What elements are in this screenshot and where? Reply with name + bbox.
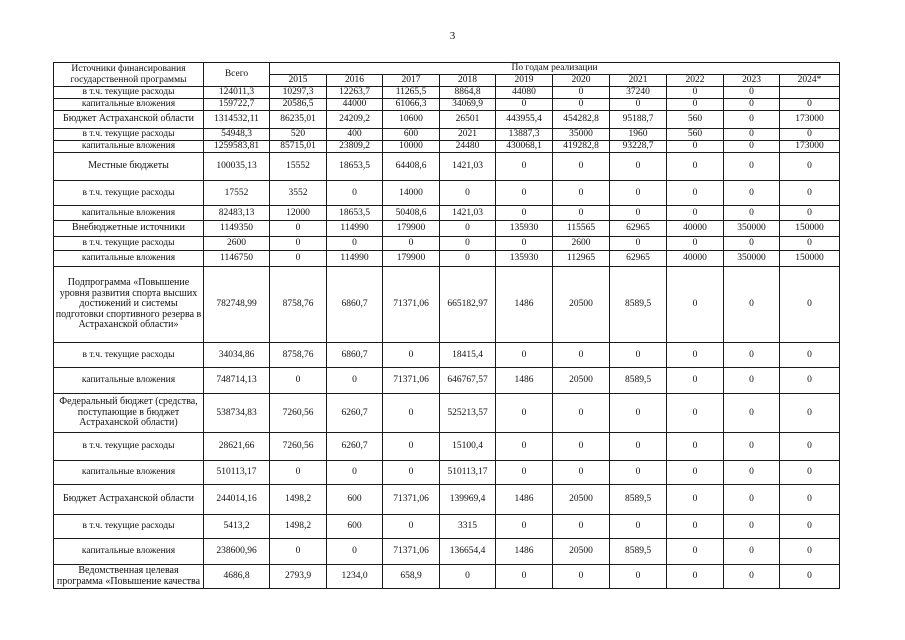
year-value-cell: 0 [780,153,840,181]
year-value-cell: 0 [496,433,553,461]
row-total: 238600,96 [204,539,270,565]
row-label: в т.ч. текущие расходы [54,129,204,141]
year-value-cell: 85715,01 [270,141,327,153]
year-value-cell: 71371,06 [383,485,440,515]
row-total: 54948,3 [204,129,270,141]
year-value-cell: 0 [553,181,610,206]
year-value-cell: 0 [383,237,440,251]
table-row [54,394,840,433]
year-value-cell: 40000 [667,251,724,267]
year-value-cell: 0 [780,181,840,206]
table-row [54,461,840,485]
year-value-cell: 0 [440,251,496,267]
year-value-cell: 0 [780,368,840,394]
year-value-cell: 1960 [610,129,667,141]
years-group-header: По годам реализации [270,63,840,75]
year-header: 2016 [327,75,383,87]
year-value-cell: 0 [724,153,780,181]
row-total: 1146750 [204,251,270,267]
year-value-cell: 24480 [440,141,496,153]
year-value-cell: 525213,57 [440,394,496,433]
year-value-cell: 1486 [496,368,553,394]
year-value-cell: 6260,7 [327,433,383,461]
year-value-cell: 0 [667,237,724,251]
year-value-cell: 0 [724,539,780,565]
year-value-cell: 0 [667,343,724,368]
year-value-cell: 0 [610,565,667,589]
year-value-cell: 0 [496,343,553,368]
year-value-cell: 0 [724,515,780,539]
year-value-cell: 35000 [553,129,610,141]
year-value-cell: 0 [610,394,667,433]
year-value-cell: 0 [383,343,440,368]
year-value-cell: 0 [610,433,667,461]
row-label: Внебюджетные источники [54,221,204,237]
year-value-cell: 0 [327,461,383,485]
year-value-cell: 0 [724,87,780,99]
year-value-cell: 0 [780,461,840,485]
table-row [54,237,840,251]
year-value-cell: 18653,5 [327,153,383,181]
year-value-cell: 0 [724,368,780,394]
row-total: 2600 [204,237,270,251]
table-row [54,87,840,99]
year-value-cell: 0 [553,515,610,539]
year-value-cell: 0 [780,394,840,433]
table-row [54,515,840,539]
year-value-cell: 0 [780,565,840,589]
year-value-cell: 0 [724,206,780,221]
year-value-cell: 0 [780,129,840,141]
year-value-cell: 600 [383,129,440,141]
year-value-cell: 1498,2 [270,515,327,539]
year-value-cell: 150000 [780,221,840,237]
year-value-cell: 0 [610,343,667,368]
year-value-cell: 44000 [327,99,383,111]
year-value-cell: 400 [327,129,383,141]
year-value-cell: 443955,4 [496,111,553,129]
table-row [54,539,840,565]
total-column-header: Всего [204,63,270,87]
year-value-cell: 6260,7 [327,394,383,433]
year-value-cell: 0 [270,461,327,485]
year-value-cell: 0 [780,206,840,221]
year-value-cell: 0 [780,99,840,111]
year-value-cell: 135930 [496,221,553,237]
year-value-cell: 8758,76 [270,343,327,368]
year-value-cell: 71371,06 [383,368,440,394]
table-row [54,141,840,153]
row-total: 124011,3 [204,87,270,99]
table-row [54,433,840,461]
year-value-cell: 600 [327,485,383,515]
year-value-cell: 0 [667,99,724,111]
year-value-cell: 7260,56 [270,433,327,461]
year-value-cell: 0 [780,515,840,539]
year-value-cell: 0 [496,461,553,485]
year-value-cell: 10000 [383,141,440,153]
year-value-cell: 8864,8 [440,87,496,99]
year-value-cell: 15552 [270,153,327,181]
year-value-cell: 0 [724,394,780,433]
year-value-cell: 0 [383,515,440,539]
year-value-cell: 20500 [553,539,610,565]
year-value-cell: 0 [553,565,610,589]
year-value-cell: 0 [780,433,840,461]
year-value-cell: 6860,7 [327,343,383,368]
table-row [54,153,840,181]
year-value-cell: 0 [780,539,840,565]
year-value-cell: 665182,97 [440,267,496,343]
table-row [54,99,840,111]
year-value-cell: 14000 [383,181,440,206]
year-value-cell: 136654,4 [440,539,496,565]
year-value-cell: 26501 [440,111,496,129]
row-label: в т.ч. текущие расходы [54,87,204,99]
year-value-cell: 1486 [496,267,553,343]
row-label: капитальные вложения [54,539,204,565]
row-label: капитальные вложения [54,206,204,221]
year-value-cell: 600 [327,515,383,539]
year-value-cell: 0 [553,153,610,181]
year-value-cell: 0 [610,181,667,206]
year-value-cell: 10297,3 [270,87,327,99]
financing-table [53,62,840,589]
year-header: 2015 [270,75,327,87]
row-label: Подпрограмма «Повышение уровня развития спорта высших достижений и системы подготовки спортивного резерва в Астраханской области» [54,267,204,343]
year-value-cell: 454282,8 [553,111,610,129]
year-value-cell: 0 [610,99,667,111]
year-value-cell: 0 [667,153,724,181]
year-value-cell: 2021 [440,129,496,141]
row-total: 34034,86 [204,343,270,368]
year-value-cell: 93228,7 [610,141,667,153]
year-value-cell: 2600 [553,237,610,251]
year-value-cell: 0 [383,433,440,461]
year-value-cell: 0 [667,181,724,206]
year-value-cell: 6860,7 [327,267,383,343]
year-value-cell: 0 [553,87,610,99]
year-value-cell: 0 [383,394,440,433]
year-value-cell: 50408,6 [383,206,440,221]
row-label: в т.ч. текущие расходы [54,343,204,368]
year-value-cell: 0 [780,237,840,251]
year-value-cell: 12000 [270,206,327,221]
year-value-cell: 11265,5 [383,87,440,99]
row-total: 28621,66 [204,433,270,461]
year-value-cell: 0 [724,461,780,485]
year-value-cell: 8589,5 [610,485,667,515]
row-label: в т.ч. текущие расходы [54,515,204,539]
table-row [54,221,840,237]
page-number: 3 [449,30,456,42]
year-value-cell: 430068,1 [496,141,553,153]
year-value-cell: 40000 [667,221,724,237]
row-total: 748714,13 [204,368,270,394]
year-value-cell: 0 [724,99,780,111]
year-header: 2019 [496,75,553,87]
row-label: Бюджет Астраханской области [54,111,204,129]
year-header: 2018 [440,75,496,87]
year-value-cell: 0 [724,111,780,129]
year-value-cell: 114990 [327,221,383,237]
year-value-cell: 0 [667,515,724,539]
year-value-cell: 23809,2 [327,141,383,153]
year-value-cell: 7260,56 [270,394,327,433]
row-label: капитальные вложения [54,99,204,111]
year-value-cell: 0 [270,221,327,237]
row-label: капитальные вложения [54,251,204,267]
year-value-cell: 8589,5 [610,368,667,394]
year-value-cell: 419282,8 [553,141,610,153]
table-row [54,251,840,267]
year-value-cell: 20500 [553,267,610,343]
year-value-cell: 0 [327,237,383,251]
year-value-cell: 0 [440,237,496,251]
year-value-cell: 0 [440,221,496,237]
table-row [54,267,840,343]
year-value-cell: 1234,0 [327,565,383,589]
year-value-cell: 0 [327,539,383,565]
year-value-cell: 179900 [383,251,440,267]
year-value-cell: 0 [610,515,667,539]
year-value-cell: 0 [270,539,327,565]
year-value-cell: 646767,57 [440,368,496,394]
year-value-cell: 0 [553,461,610,485]
year-header: 2021 [610,75,667,87]
year-value-cell: 350000 [724,221,780,237]
year-value-cell: 0 [553,343,610,368]
year-value-cell: 0 [440,565,496,589]
year-header: 2017 [383,75,440,87]
year-value-cell: 560 [667,111,724,129]
year-value-cell: 0 [496,394,553,433]
year-value-cell: 173000 [780,141,840,153]
year-value-cell: 62965 [610,251,667,267]
year-value-cell: 0 [667,368,724,394]
year-value-cell: 0 [496,153,553,181]
year-value-cell: 1486 [496,539,553,565]
year-value-cell: 0 [724,141,780,153]
year-value-cell: 0 [667,539,724,565]
year-value-cell: 37240 [610,87,667,99]
year-value-cell: 179900 [383,221,440,237]
row-total: 5413,2 [204,515,270,539]
year-value-cell: 0 [496,237,553,251]
row-label: Местные бюджеты [54,153,204,181]
year-value-cell: 18653,5 [327,206,383,221]
year-value-cell: 24209,2 [327,111,383,129]
year-value-cell: 0 [724,267,780,343]
row-label: капитальные вложения [54,461,204,485]
row-label: Федеральный бюджет (средства, поступающие в бюджет Астраханской области) [54,394,204,433]
row-total: 782748,99 [204,267,270,343]
table-row [54,485,840,515]
year-value-cell: 112965 [553,251,610,267]
table-row [54,181,840,206]
year-value-cell: 0 [724,129,780,141]
year-value-cell: 0 [780,343,840,368]
year-value-cell: 0 [780,267,840,343]
row-label: в т.ч. текущие расходы [54,237,204,251]
year-value-cell: 0 [270,368,327,394]
year-value-cell: 15100,4 [440,433,496,461]
year-value-cell: 0 [327,368,383,394]
row-total: 1259583,81 [204,141,270,153]
year-value-cell: 0 [724,343,780,368]
year-value-cell: 95188,7 [610,111,667,129]
year-value-cell: 0 [496,565,553,589]
year-value-cell: 44080 [496,87,553,99]
year-header: 2022 [667,75,724,87]
year-value-cell: 115565 [553,221,610,237]
year-value-cell: 8589,5 [610,267,667,343]
year-value-cell: 0 [610,206,667,221]
row-total: 17552 [204,181,270,206]
year-value-cell: 0 [383,461,440,485]
year-value-cell: 10600 [383,111,440,129]
year-value-cell: 1421,03 [440,153,496,181]
year-value-cell: 8589,5 [610,539,667,565]
year-value-cell: 0 [667,141,724,153]
year-value-cell [780,87,840,99]
year-value-cell: 1421,03 [440,206,496,221]
year-value-cell: 510113,17 [440,461,496,485]
year-value-cell: 0 [724,181,780,206]
year-value-cell: 71371,06 [383,267,440,343]
year-value-cell: 0 [667,394,724,433]
year-value-cell: 62965 [610,221,667,237]
year-value-cell: 2793,9 [270,565,327,589]
year-value-cell: 0 [667,206,724,221]
year-value-cell: 8758,76 [270,267,327,343]
year-value-cell: 139969,4 [440,485,496,515]
year-value-cell: 560 [667,129,724,141]
row-label: капитальные вложения [54,368,204,394]
year-value-cell: 34069,9 [440,99,496,111]
row-total: 1314532,11 [204,111,270,129]
row-total: 4686,8 [204,565,270,589]
table-row [54,565,840,589]
source-column-header: Источники финансирования государственной программы [54,63,204,87]
year-value-cell: 3315 [440,515,496,539]
year-value-cell: 173000 [780,111,840,129]
year-value-cell: 20500 [553,368,610,394]
row-label: в т.ч. текущие расходы [54,181,204,206]
year-value-cell: 12263,7 [327,87,383,99]
year-value-cell: 0 [327,181,383,206]
table-row [54,206,840,221]
year-value-cell: 18415,4 [440,343,496,368]
row-total: 244014,16 [204,485,270,515]
year-value-cell: 520 [270,129,327,141]
year-value-cell: 64408,6 [383,153,440,181]
row-label: Бюджет Астраханской области [54,485,204,515]
year-value-cell: 150000 [780,251,840,267]
row-total: 82483,13 [204,206,270,221]
year-value-cell: 0 [724,237,780,251]
year-value-cell: 135930 [496,251,553,267]
table-header [54,63,840,87]
year-value-cell: 0 [724,433,780,461]
year-value-cell: 350000 [724,251,780,267]
table-row [54,343,840,368]
row-total: 100035,13 [204,153,270,181]
year-value-cell: 3552 [270,181,327,206]
year-value-cell: 0 [553,433,610,461]
year-value-cell: 0 [667,461,724,485]
year-value-cell: 0 [496,206,553,221]
year-value-cell: 20500 [553,485,610,515]
row-total: 1149350 [204,221,270,237]
year-value-cell: 61066,3 [383,99,440,111]
row-label: капитальные вложения [54,141,204,153]
year-value-cell: 0 [270,251,327,267]
year-value-cell: 0 [553,99,610,111]
table-body [54,87,840,589]
year-value-cell: 0 [667,433,724,461]
year-value-cell: 13887,3 [496,129,553,141]
year-value-cell: 0 [496,181,553,206]
year-value-cell: 0 [496,515,553,539]
year-header: 2023 [724,75,780,87]
row-total: 510113,17 [204,461,270,485]
year-value-cell: 114990 [327,251,383,267]
year-value-cell: 0 [270,237,327,251]
year-value-cell: 0 [724,485,780,515]
year-value-cell: 0 [440,181,496,206]
year-value-cell: 0 [780,485,840,515]
year-value-cell: 86235,01 [270,111,327,129]
row-total: 538734,83 [204,394,270,433]
row-label: в т.ч. текущие расходы [54,433,204,461]
year-value-cell: 0 [610,153,667,181]
year-value-cell: 0 [667,565,724,589]
table-row [54,368,840,394]
table-row [54,111,840,129]
year-value-cell: 0 [667,87,724,99]
year-value-cell: 0 [553,206,610,221]
year-value-cell: 0 [496,99,553,111]
year-value-cell: 658,9 [383,565,440,589]
year-value-cell: 0 [610,237,667,251]
table-row [54,129,840,141]
year-value-cell: 0 [667,485,724,515]
year-value-cell: 71371,06 [383,539,440,565]
year-value-cell: 0 [667,267,724,343]
row-total: 159722,7 [204,99,270,111]
row-label: Ведомственная целевая программа «Повышение качества [54,565,204,589]
year-header: 2024* [780,75,840,87]
year-value-cell: 0 [610,461,667,485]
year-value-cell: 0 [724,565,780,589]
year-value-cell: 1498,2 [270,485,327,515]
year-header: 2020 [553,75,610,87]
year-value-cell: 1486 [496,485,553,515]
year-value-cell: 20586,5 [270,99,327,111]
year-value-cell: 0 [553,394,610,433]
